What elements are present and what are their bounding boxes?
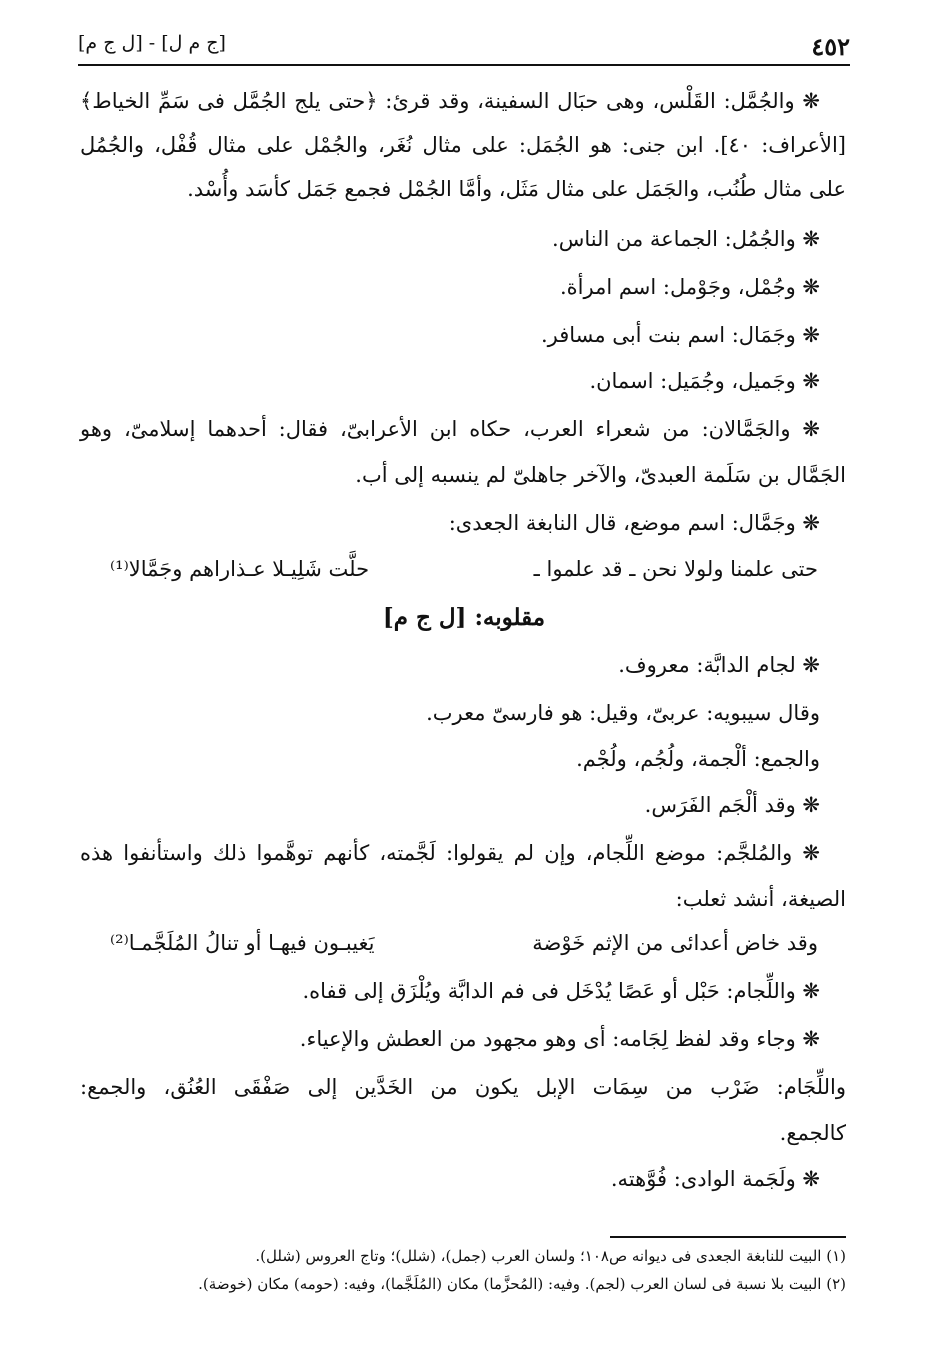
text-line: كالجمع.: [779, 1121, 846, 1145]
verse-second-hemistich: حلَّت شَلِيـلا عـذاراهم وجَمَّالا⁽¹⁾: [110, 557, 370, 581]
footnote: (١) البيت للنابغة الجعدى فى ديوانه ص١٠٨؛ ولسان العرب (جمل)، (شلل)؛ وتاج العروس (شلل).: [255, 1247, 846, 1265]
text-line: ❋ ولَجَمة الوادى: فُوَّهته.: [610, 1167, 820, 1191]
text-line: ❋ وجُمْل، وجَوْمل: اسم امرأة.: [559, 275, 820, 299]
verse-second-hemistich: يَغيبـون فيهـا أو تنالُ المُلَجَّمـا⁽²⁾: [110, 931, 375, 955]
text-line: ❋ لجام الدابَّة: معروف.: [618, 653, 820, 677]
text-line: ❋ والجَمَّالان: من شعراء العرب، حكاه ابن الأعرابىّ، فقال: أحدهما إسلامىّ، وهو: [80, 417, 820, 441]
text-line: ❋ وجاء وقد لفظ لِجَامه: أى وهو مجهود من العطش والإعياء.: [299, 1027, 820, 1051]
text-line: [الأعراف: ٤٠]. ابن جنى: هو الجُمَل: على مثال نُغَر، والجُمْل على مثال قُفْل، والجُمُل: [80, 133, 846, 157]
footnote-rule: [610, 1236, 846, 1238]
text-line: ❋ وجَميل، وجُمَيل: اسمان.: [589, 369, 820, 393]
verse-first-hemistich: وقد خاض أعدائى من الإثم خَوْضة: [532, 931, 818, 955]
text-line: ❋ والجُمَّل: القَلْس، وهى حبَال السفينة، وقد قرئ: ﴿حتى يلج الجُمَّل فى سَمِّ الخياط﴾: [80, 89, 820, 113]
text-line: وقال سيبويه: عربىّ، وقيل: هو فارسىّ معرب.: [426, 701, 820, 725]
text-line: ❋ وجَمَال: اسم بنت أبى مسافر.: [540, 323, 820, 347]
text-line: الجَمَّال بن سَلَمة العبدىّ، والآخر جاهلىّ لم ينسبه إلى أب.: [355, 463, 846, 487]
section-heading: مقلوبه: [ل ج م]: [382, 604, 546, 631]
page-number: ٤٥٢: [811, 32, 850, 61]
running-head: [ج م ل] - [ل ج م]: [78, 32, 226, 54]
text-line: ❋ وجَمَّال: اسم موضع، قال النابغة الجعدى:: [448, 511, 820, 535]
text-line: واللِّجَام: ضَرْب من سِمَات الإبل يكون من الخَدَّين إلى صَفْقَى العُنُق، والجمع:: [80, 1075, 846, 1099]
verse-first-hemistich: حتى علمنا ولولا نحن ـ قد علموا ـ: [533, 557, 818, 581]
text-line: ❋ والجُمُل: الجماعة من الناس.: [552, 227, 820, 251]
text-line: على مثال طُنُب، والجَمَل على مثال مَثَل، وأمَّا الجُمْل فجمع جَمَل كأسَد وأُسْد.: [187, 177, 846, 201]
header-rule: [78, 64, 850, 66]
footnote: (٢) البيت بلا نسبة فى لسان العرب (لجم). وفيه: (المُحزَّما) مكان (المُلَجَّما)، وفيه: (حومه) مكان (خوضة).: [198, 1275, 846, 1293]
text-line: ❋ وقد ألْجَم الفَرَس.: [644, 793, 820, 817]
text-line: ❋ والمُلجَّم: موضع اللِّجام، وإن لم يقولوا: لَجَّمته، كأنهم توهَّموا ذلك واستأنفوا هذه: [80, 841, 820, 865]
text-line: ❋ واللِّجام: حَبْل أو عَصًا يُدْخَل فى فم الدابَّة ويُلْزَق إلى قفاه.: [302, 979, 820, 1003]
text-line: الصيغة، أنشد ثعلب:: [675, 887, 846, 911]
text-line: والجمع: ألْجمة، ولُجُم، ولُجْم.: [576, 747, 820, 771]
page-header: [78, 30, 850, 64]
